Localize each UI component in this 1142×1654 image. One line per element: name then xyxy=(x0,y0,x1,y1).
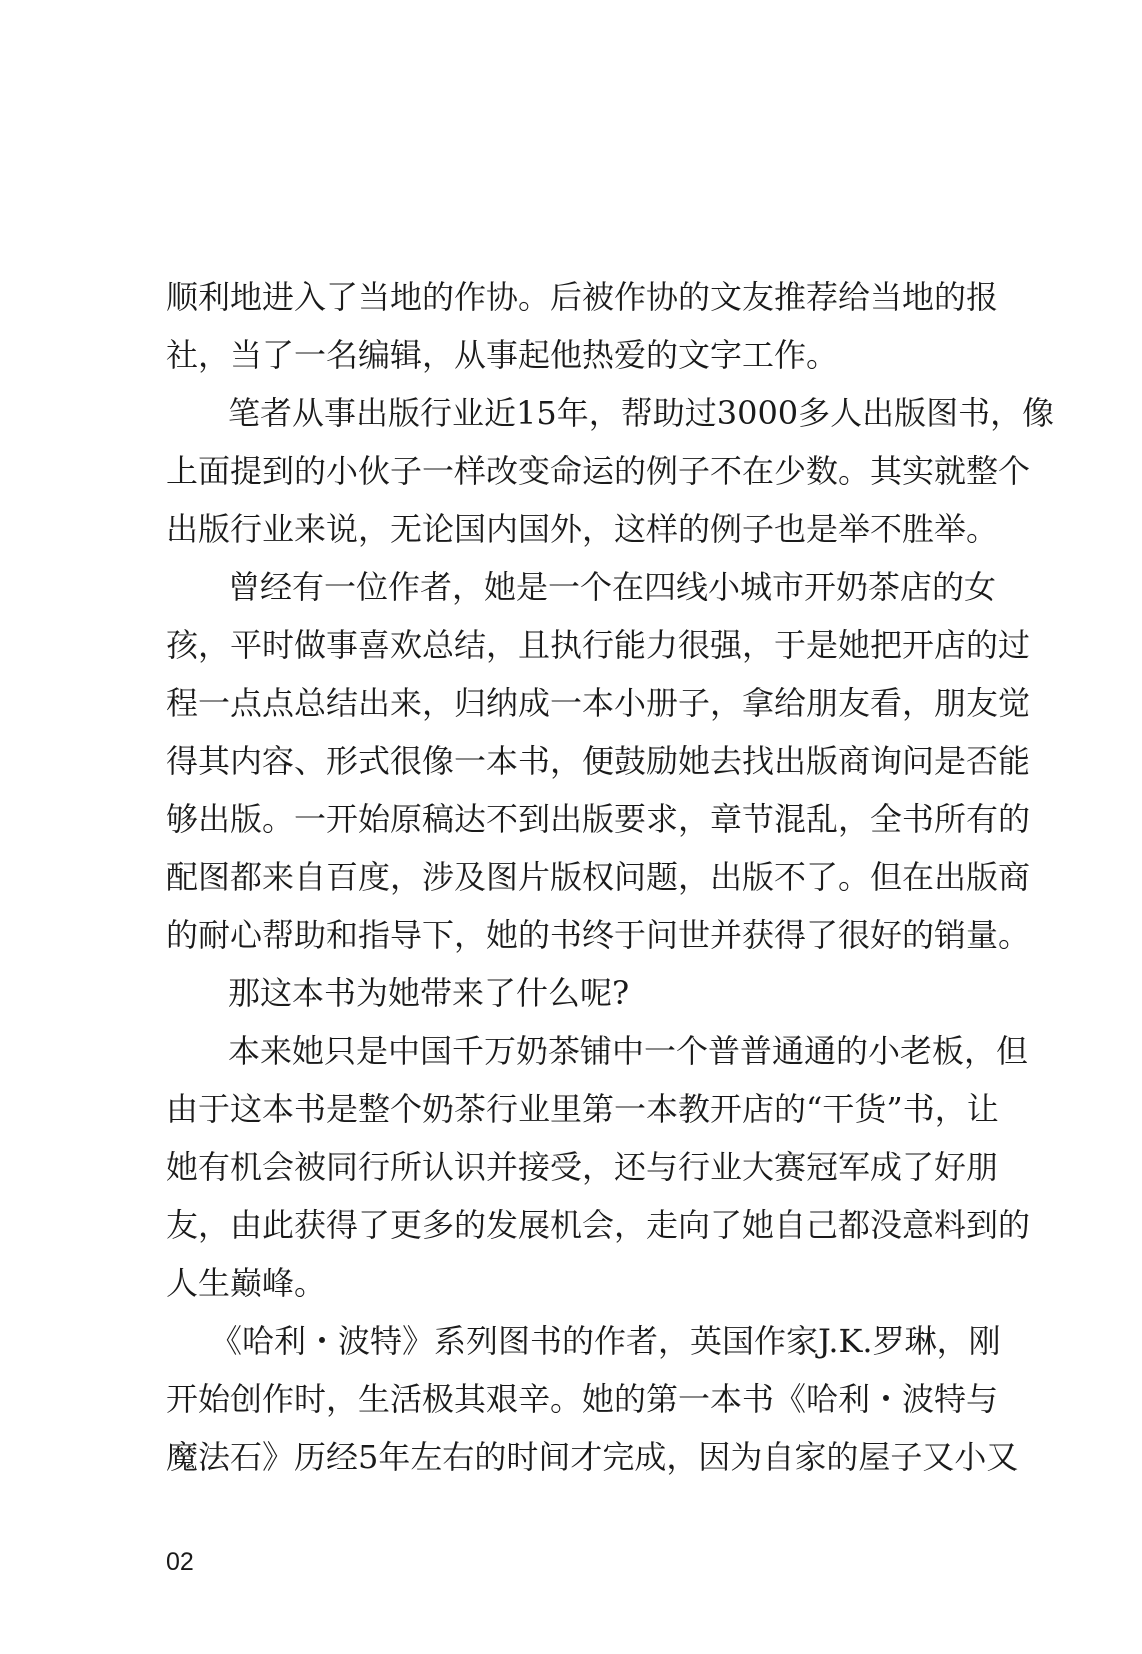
text-line: 本来她只是中国千万奶茶铺中一个普普通通的小老板，但 xyxy=(228,1032,1029,1070)
paragraph xyxy=(166,384,1055,558)
text-line: 孩，平时做事喜欢总结，且执行能力很强，于是她把开店的过 xyxy=(166,626,1031,664)
text-line: 上面提到的小伙子一样改变命运的例子不在少数。其实就整个 xyxy=(166,452,1031,490)
text-line: 顺利地进入了当地的作协。后被作协的文友推荐给当地的报 xyxy=(166,278,999,316)
text-line: 曾经有一位作者，她是一个在四线小城市开奶茶店的女 xyxy=(228,568,997,606)
paragraph xyxy=(166,964,956,1022)
paragraph xyxy=(166,1312,1019,1486)
text-line: 出版行业来说，无论国内国外，这样的例子也是举不胜举。 xyxy=(166,510,999,548)
text-line: 开始创作时，生活极其艰辛。她的第一本书《哈利・波特与 xyxy=(166,1380,999,1418)
paragraph xyxy=(166,1022,1031,1312)
page-body-text xyxy=(166,268,1055,1486)
paragraph xyxy=(166,558,1031,964)
text-line: 由于这本书是整个奶茶行业里第一本教开店的“干货”书，让 xyxy=(166,1090,999,1128)
text-line: 人生巅峰。 xyxy=(166,1264,327,1302)
text-line: 笔者从事出版行业近15年，帮助过3000多人出版图书，像 xyxy=(228,394,1055,432)
text-line: 的耐心帮助和指导下，她的书终于问世并获得了很好的销量。 xyxy=(166,916,1031,954)
text-line: 那这本书为她带来了什么呢? xyxy=(228,974,630,1012)
text-line: 《哈利・波特》系列图书的作者，英国作家J.K.罗琳，刚 xyxy=(210,1322,1001,1360)
text-line: 得其内容、形式很像一本书，便鼓励她去找出版商询问是否能 xyxy=(166,742,1031,780)
text-line: 她有机会被同行所认识并接受，还与行业大赛冠军成了好朋 xyxy=(166,1148,999,1186)
text-line: 配图都来自百度，涉及图片版权问题，出版不了。但在出版商 xyxy=(166,858,1031,896)
page-number: 02 xyxy=(166,1548,194,1576)
paragraph xyxy=(166,268,999,384)
text-line: 够出版。一开始原稿达不到出版要求，章节混乱，全书所有的 xyxy=(166,800,1031,838)
text-line: 魔法石》历经5年左右的时间才完成，因为自家的屋子又小又 xyxy=(166,1438,1019,1476)
text-line: 社，当了一名编辑，从事起他热爱的文字工作。 xyxy=(166,336,839,374)
text-line: 友，由此获得了更多的发展机会，走向了她自己都没意料到的 xyxy=(166,1206,1031,1244)
text-line: 程一点点总结出来，归纳成一本小册子，拿给朋友看，朋友觉 xyxy=(166,684,1031,722)
